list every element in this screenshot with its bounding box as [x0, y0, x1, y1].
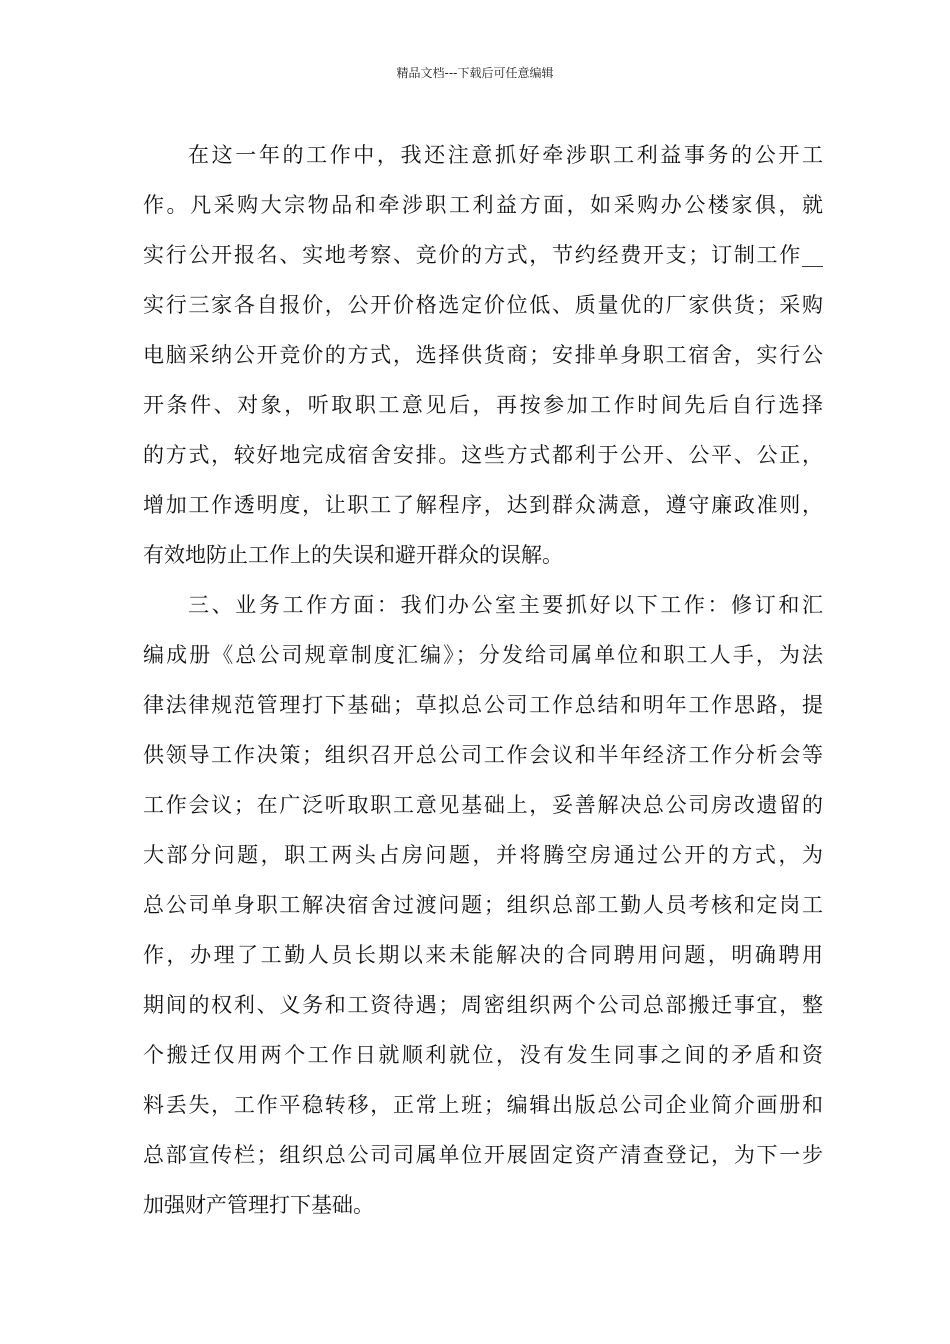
paragraph-line: 律法律规范管理打下基础；草拟总公司工作总结和明年工作思路，提	[143, 693, 823, 717]
paragraph-line: 总部宣传栏；组织总公司司属单位开展固定资产清查登记，为下一步	[143, 1143, 823, 1167]
paragraph-line: 编成册《总公司规章制度汇编》；分发给司属单位和职工人手，为法	[143, 643, 823, 667]
paragraph-line: 作。凡采购大宗物品和牵涉职工利益方面，如采购办公楼家俱，就	[143, 193, 823, 217]
paragraph-line: 在这一年的工作中，我还注意抓好牵涉职工利益事务的公开工	[188, 143, 823, 167]
paragraph-line: 个搬迁仅用两个工作日就顺利就位，没有发生同事之间的矛盾和资	[143, 1043, 823, 1067]
paragraph-line: 实行三家各自报价，公开价格选定价位低、质量优的厂家供货；采购	[143, 293, 823, 317]
paragraph-line: 加强财产管理打下基础。	[143, 1193, 374, 1217]
document-body	[143, 130, 823, 1230]
page-header: 精品文档---下载后可任意编辑	[396, 66, 554, 80]
paragraph-1	[143, 130, 823, 580]
paragraph-line: 作，办理了工勤人员长期以来未能解决的合同聘用问题，明确聘用	[143, 943, 823, 967]
paragraph-2	[143, 580, 823, 1230]
paragraph-line: 期间的权利、义务和工资待遇；周密组织两个公司总部搬迁事宜，整	[143, 993, 823, 1017]
paragraph-line: 工作会议；在广泛听取职工意见基础上，妥善解决总公司房改遗留的	[143, 793, 823, 817]
paragraph-line: 三、业务工作方面：我们办公室主要抓好以下工作：修订和汇	[188, 593, 823, 617]
paragraph-line: 增加工作透明度，让职工了解程序，达到群众满意，遵守廉政准则，	[143, 493, 823, 517]
paragraph-line: 大部分问题，职工两头占房问题，并将腾空房通过公开的方式，为	[143, 843, 823, 867]
paragraph-line: 开条件、对象，听取职工意见后，再按参加工作时间先后自行选择	[143, 393, 823, 417]
paragraph-line: 实行公开报名、实地考察、竞价的方式，节约经费开支；订制工作__	[143, 243, 823, 267]
paragraph-line: 供领导工作决策；组织召开总公司工作会议和半年经济工作分析会等	[143, 743, 823, 767]
paragraph-line: 的方式，较好地完成宿舍安排。这些方式都利于公开、公平、公正，	[143, 443, 823, 467]
paragraph-line: 有效地防止工作上的失误和避开群众的误解。	[143, 543, 563, 567]
paragraph-line: 电脑采纳公开竞价的方式，选择供货商；安排单身职工宿舍，实行公	[143, 343, 823, 367]
paragraph-line: 料丢失，工作平稳转移，正常上班；编辑出版总公司企业简介画册和	[143, 1093, 823, 1117]
paragraph-line: 总公司单身职工解决宿舍过渡问题；组织总部工勤人员考核和定岗工	[143, 893, 823, 917]
